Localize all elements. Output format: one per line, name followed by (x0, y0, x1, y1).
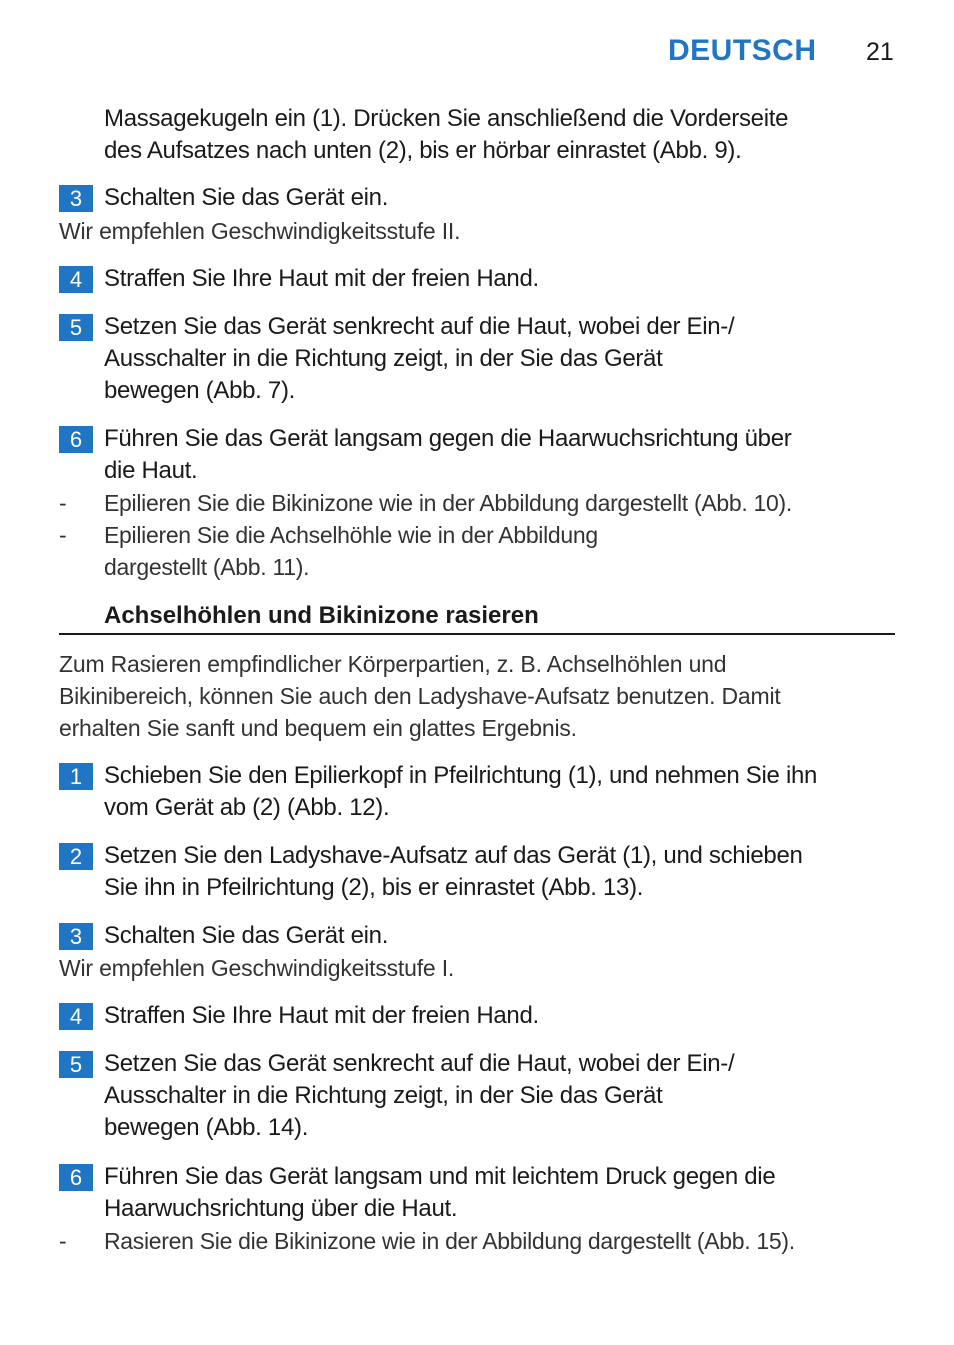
step-text: Ausschalter in die Richtung zeigt, in der Sie das Gerät (104, 1082, 663, 1109)
step-text: bewegen (Abb. 7). (104, 377, 296, 404)
bullet-text: Epilieren Sie die Bikinizone wie in der Abbildung dargestellt (Abb. 10). (104, 490, 792, 516)
step-text: vom Gerät ab (2) (Abb. 12). (104, 794, 390, 821)
step-text: bewegen (Abb. 14). (104, 1114, 309, 1141)
page-header-language: DEUTSCH (668, 34, 817, 67)
step-note: Wir empfehlen Geschwindigkeitsstufe I. (59, 955, 455, 981)
step-number-badge: 6 (59, 426, 93, 453)
section-paragraph-line: Bikinibereich, können Sie auch den Ladyshave-Aufsatz benutzen. Damit (59, 683, 781, 709)
bullet-text: dargestellt (Abb. 11). (104, 554, 310, 580)
step-text: Setzen Sie das Gerät senkrecht auf die Haut, wobei der Ein-/ (104, 1050, 735, 1077)
step-number-badge: 4 (59, 1003, 93, 1030)
step-text: Schalten Sie das Gerät ein. (104, 922, 389, 949)
bullet-text: Epilieren Sie die Achselhöhle wie in der Abbildung (104, 522, 598, 548)
step-number-badge: 3 (59, 185, 93, 212)
step-note: Wir empfehlen Geschwindigkeitsstufe II. (59, 218, 461, 244)
step-number-badge: 1 (59, 763, 93, 790)
section-paragraph-line: erhalten Sie sanft und bequem ein glattes Ergebnis. (59, 715, 577, 741)
step-text: Schalten Sie das Gerät ein. (104, 184, 389, 211)
step-text: Führen Sie das Gerät langsam und mit leichtem Druck gegen die (104, 1163, 776, 1190)
step-number-badge: 5 (59, 314, 93, 341)
bullet-dash: - (59, 522, 67, 548)
step-text: Straffen Sie Ihre Haut mit der freien Hand. (104, 1002, 539, 1029)
intro-line: des Aufsatzes nach unten (2), bis er hörbar einrastet (Abb. 9). (104, 137, 742, 164)
step-text: Setzen Sie das Gerät senkrecht auf die Haut, wobei der Ein-/ (104, 313, 735, 340)
step-number-badge: 3 (59, 923, 93, 950)
step-text: Ausschalter in die Richtung zeigt, in der Sie das Gerät (104, 345, 663, 372)
bullet-dash: - (59, 1228, 67, 1254)
step-text: die Haut. (104, 457, 198, 484)
intro-line: Massagekugeln ein (1). Drücken Sie anschließend die Vorderseite (104, 105, 789, 132)
step-number-badge: 2 (59, 843, 93, 870)
bullet-dash: - (59, 490, 67, 516)
step-text: Straffen Sie Ihre Haut mit der freien Hand. (104, 265, 539, 292)
step-text: Sie ihn in Pfeilrichtung (2), bis er einrastet (Abb. 13). (104, 874, 644, 901)
step-number-badge: 5 (59, 1051, 93, 1078)
step-text: Haarwuchsrichtung über die Haut. (104, 1195, 458, 1222)
section-paragraph-line: Zum Rasieren empfindlicher Körperpartien, z. B. Achselhöhlen und (59, 651, 727, 677)
step-number-badge: 6 (59, 1164, 93, 1191)
page-number: 21 (866, 38, 894, 66)
section-title: Achselhöhlen und Bikinizone rasieren (104, 602, 539, 629)
bullet-text: Rasieren Sie die Bikinizone wie in der Abbildung dargestellt (Abb. 15). (104, 1228, 795, 1254)
step-text: Führen Sie das Gerät langsam gegen die Haarwuchsrichtung über (104, 425, 792, 452)
step-text: Setzen Sie den Ladyshave-Aufsatz auf das Gerät (1), und schieben (104, 842, 803, 869)
section-divider (59, 633, 895, 635)
step-text: Schieben Sie den Epilierkopf in Pfeilrichtung (1), und nehmen Sie ihn (104, 762, 818, 789)
step-number-badge: 4 (59, 266, 93, 293)
